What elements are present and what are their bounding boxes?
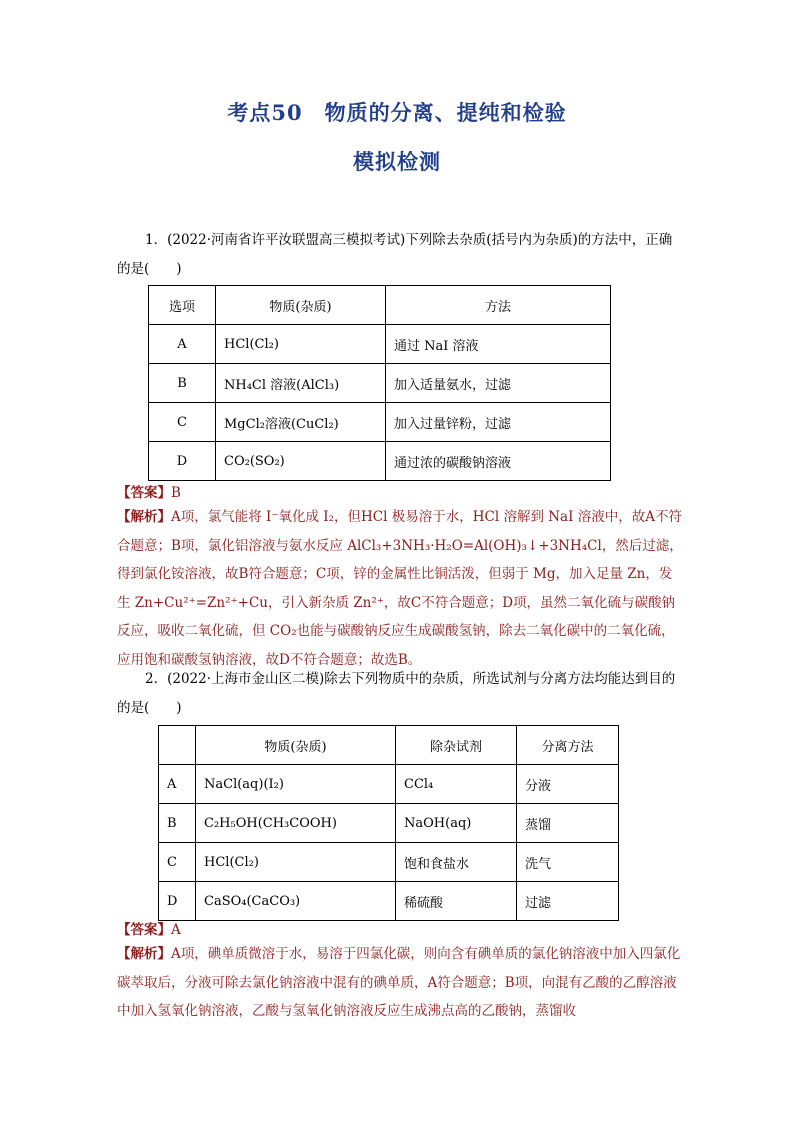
page-subtitle: 模拟检测 — [353, 149, 441, 174]
table-cell: NH₄Cl 溶液(AlCl₃) — [216, 364, 386, 403]
table-cell: CaSO₄(CaCO₃) — [196, 882, 396, 921]
table-cell: NaCl(aq)(I₂) — [196, 765, 396, 804]
table-row — [159, 804, 619, 843]
question-2-stem: 2．(2022·上海市金山区二模)除去下列物质中的杂质，所选试剂与分离方法均能达到目的的是( ) — [117, 671, 676, 716]
table-cell: B — [149, 364, 216, 403]
table-cell: 洗气 — [517, 843, 619, 882]
table-cell: 稀硫酸 — [396, 882, 517, 921]
table-cell: 加入过量锌粉，过滤 — [386, 403, 611, 442]
table-row — [149, 442, 611, 481]
table-cell: HCl(Cl₂) — [196, 843, 396, 882]
table-row — [149, 325, 611, 364]
table-row — [159, 882, 619, 921]
table-header-row — [149, 286, 611, 325]
table-cell: D — [159, 882, 196, 921]
table-cell: C — [149, 403, 216, 442]
table-cell: C — [159, 843, 196, 882]
table-cell: 蒸馏 — [517, 804, 619, 843]
question-1-analysis — [117, 503, 683, 675]
question-2-answer — [117, 918, 181, 938]
question-2-table — [158, 725, 619, 921]
question-1-stem: 1．(2022·河南省许平汝联盟高三模拟考试)下列除去杂质(括号内为杂质)的方法中，正确的是( ) — [117, 232, 673, 277]
question-1-answer — [117, 481, 181, 501]
table-cell: B — [159, 804, 196, 843]
analysis-label: 【解析】 — [117, 509, 171, 525]
table-cell: 通过 NaI 溶液 — [386, 325, 611, 364]
analysis-text: A项，氯气能将 I⁻氧化成 I₂，但HCl 极易溶于水，HCl 溶解到 NaI 溶液中，故A不符合题意；B项，氯化铝溶液与氨水反应 AlCl₃+3NH₃·H₂O=Al(OH)₃↓+3NH₄Cl，然后过滤，得到氯化铵溶液，故B符合题意；C项，锌的金属性比铜活泼，但弱于 Mg，加入足量 Zn，发生 Zn+Cu²⁺=Zn²⁺+Cu，引入新杂质 Zn²⁺，故C不符合题意；D项，虽然二氧化硫与碳酸钠反应，吸收二氧化硫，但 CO₂也能与碳酸钠反应生成碳酸氢钠，除去二氧化碳中的二氧化硫，应用饱和碳酸氢钠溶液，故D不符合题意；故选B。 — [117, 509, 683, 668]
table-cell: MgCl₂溶液(CuCl₂) — [216, 403, 386, 442]
table-row — [159, 843, 619, 882]
analysis-text: A项，碘单质微溶于水，易溶于四氯化碳，则向含有碘单质的氯化钠溶液中加入四氯化碳萃取后，分液可除去氯化钠溶液中混有的碘单质，A符合题意；B项，向混有乙酸的乙醇溶液中加入氢氧化钠溶液，乙酸与氢氧化钠溶液反应生成沸点高的乙酸钠，蒸馏收 — [117, 946, 681, 1020]
table-cell: 过滤 — [517, 882, 619, 921]
table-header-row — [159, 726, 619, 765]
table-header-cell: 物质(杂质) — [196, 726, 396, 765]
table-header-cell: 除杂试剂 — [396, 726, 517, 765]
table-cell: A — [149, 325, 216, 364]
table-row — [149, 364, 611, 403]
table-header-cell — [159, 726, 196, 765]
answer-value: B — [171, 485, 181, 501]
table-cell: CCl₄ — [396, 765, 517, 804]
answer-label: 【答案】 — [117, 485, 171, 501]
table-cell: CO₂(SO₂) — [216, 442, 386, 481]
table-cell: A — [159, 765, 196, 804]
page-title: 考点50 物质的分离、提纯和检验 — [227, 100, 567, 125]
table-cell: NaOH(aq) — [396, 804, 517, 843]
analysis-label: 【解析】 — [117, 946, 171, 962]
answer-label: 【答案】 — [117, 922, 171, 938]
table-cell: 加入适量氨水，过滤 — [386, 364, 611, 403]
table-cell: D — [149, 442, 216, 481]
question-1-table — [148, 285, 611, 481]
table-header-cell: 分离方法 — [517, 726, 619, 765]
table-row — [159, 765, 619, 804]
table-row — [149, 403, 611, 442]
table-cell: 分液 — [517, 765, 619, 804]
table-header-cell: 方法 — [386, 286, 611, 325]
table-cell: HCl(Cl₂) — [216, 325, 386, 364]
table-header-cell: 选项 — [149, 286, 216, 325]
answer-value: A — [171, 922, 181, 938]
table-cell: C₂H₅OH(CH₃COOH) — [196, 804, 396, 843]
table-cell: 饱和食盐水 — [396, 843, 517, 882]
table-header-cell: 物质(杂质) — [216, 286, 386, 325]
question-2-analysis — [117, 940, 683, 1026]
table-cell: 通过浓的碳酸钠溶液 — [386, 442, 611, 481]
